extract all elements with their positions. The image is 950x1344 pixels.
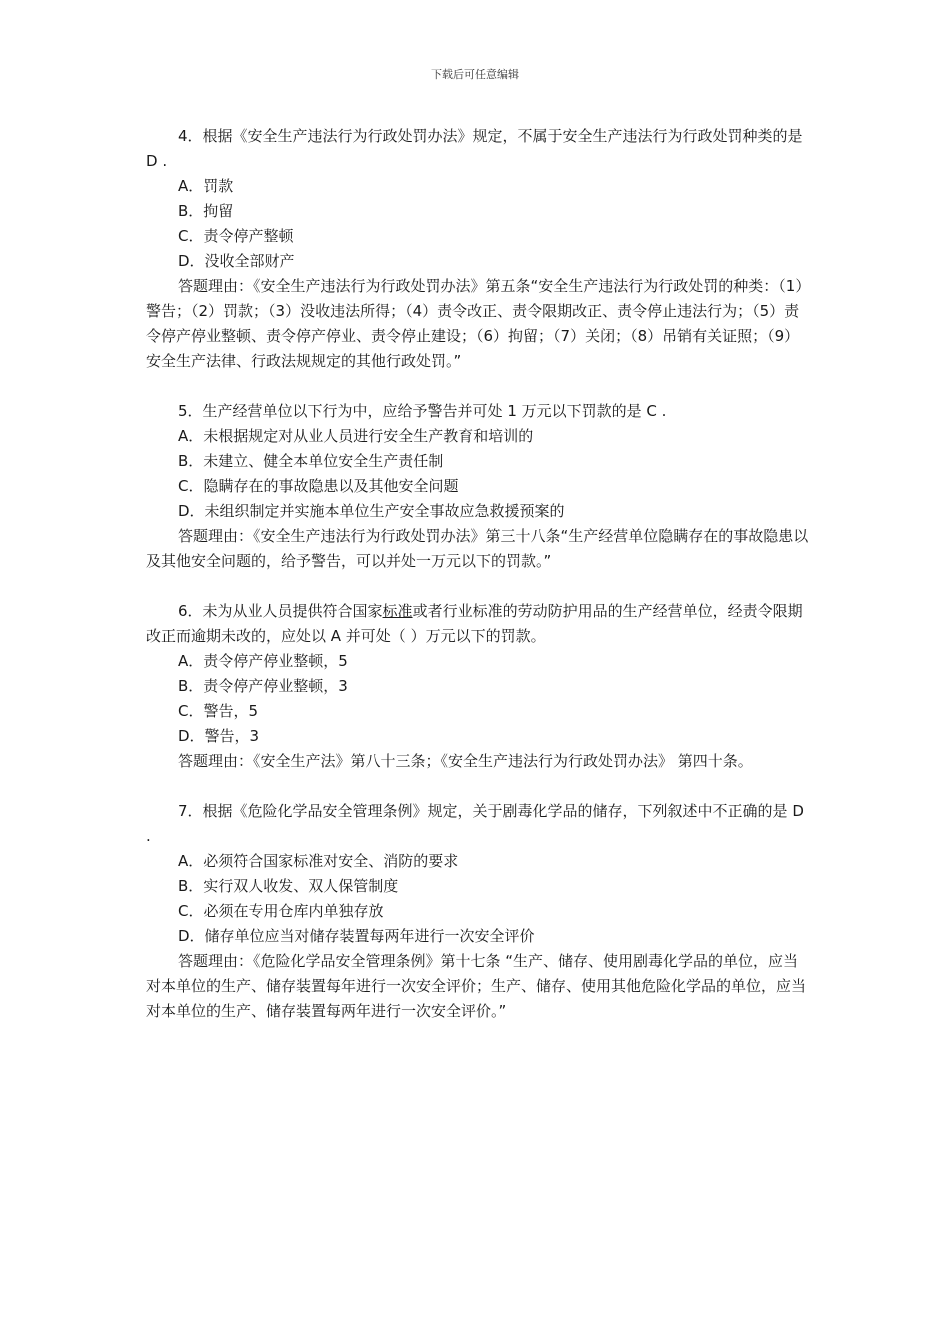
option-d: D．储存单位应当对储存装置每两年进行一次安全评价 xyxy=(178,927,535,945)
option-d: D．未组织制定并实施本单位生产安全事故应急救援预案的 xyxy=(178,502,565,520)
question-stem: 5．生产经营单位以下行为中，应给予警告并可处 1 万元以下罚款的是 C . xyxy=(178,402,667,420)
question-4 xyxy=(146,124,811,374)
option-b: B．未建立、健全本单位安全生产责任制 xyxy=(178,452,444,470)
option-a: A．罚款 xyxy=(178,177,234,195)
option-d: D．警告，3 xyxy=(178,727,260,745)
question-stem xyxy=(146,599,811,649)
answer-explanation: 答题理由：《安全生产违法行为行政处罚办法》第三十八条“生产经营单位隐瞒存在的事故隐患以及其他安全问题的，给予警告，可以并处一万元以下的罚款。” xyxy=(146,527,809,570)
stem-part: 或者行业标准的劳动防护用品的生产经营单位，经责令限期改正而逾期未改的，应处以 A 并可处（ ）万元以下的罚款。 xyxy=(146,602,803,645)
underlined-term: 标准 xyxy=(382,602,413,620)
option-c: C．警告，5 xyxy=(178,702,259,720)
answer-explanation: 答题理由：《危险化学品安全管理条例》第十七条 “生产、储存、使用剧毒化学品的单位，应当对本单位的生产、储存装置每年进行一次安全评价；生产、储存、使用其他危险化学品的单位，应当对本单位的生产、储存装置每两年进行一次安全评价。” xyxy=(146,952,807,1020)
option-c: C．隐瞒存在的事故隐患以及其他安全问题 xyxy=(178,477,459,495)
option-c: C．必须在专用仓库内单独存放 xyxy=(178,902,384,920)
option-d: D．没收全部财产 xyxy=(178,252,295,270)
page-header: 下载后可任意编辑 xyxy=(431,68,519,81)
stem-part: 6．未为从业人员提供符合国家 xyxy=(178,602,383,620)
question-7 xyxy=(146,799,811,1024)
option-b: B．拘留 xyxy=(178,202,234,220)
option-a: A．必须符合国家标准对安全、消防的要求 xyxy=(178,852,459,870)
question-stem: 4．根据《安全生产违法行为行政处罚办法》规定，不属于安全生产违法行为行政处罚种类的是 D . xyxy=(146,127,803,170)
question-5 xyxy=(146,399,811,574)
option-a: A．责令停产停业整顿，5 xyxy=(178,652,348,670)
option-a: A．未根据规定对从业人员进行安全生产教育和培训的 xyxy=(178,427,534,445)
option-c: C．责令停产整顿 xyxy=(178,227,294,245)
answer-explanation: 答题理由：《安全生产违法行为行政处罚办法》第五条“安全生产违法行为行政处罚的种类：（1）警告；（2）罚款；（3）没收违法所得；（4）责令改正、责令限期改正、责令停止违法行为；（5）责令停产停业整顿、责令停产停业、责令停止建设；（6）拘留；（7）关闭；（8）吊销有关证照；（9）安全生产法律、行政法规规定的其他行政处罚。” xyxy=(146,277,811,370)
answer-explanation: 答题理由：《安全生产法》第八十三条；《安全生产违法行为行政处罚办法》 第四十条。 xyxy=(178,752,753,770)
option-b: B．实行双人收发、双人保管制度 xyxy=(178,877,399,895)
question-stem: 7．根据《危险化学品安全管理条例》规定，关于剧毒化学品的储存，下列叙述中不正确的是 D . xyxy=(146,802,804,845)
question-6 xyxy=(146,599,811,774)
document-body xyxy=(146,124,811,1049)
option-b: B．责令停产停业整顿，3 xyxy=(178,677,348,695)
